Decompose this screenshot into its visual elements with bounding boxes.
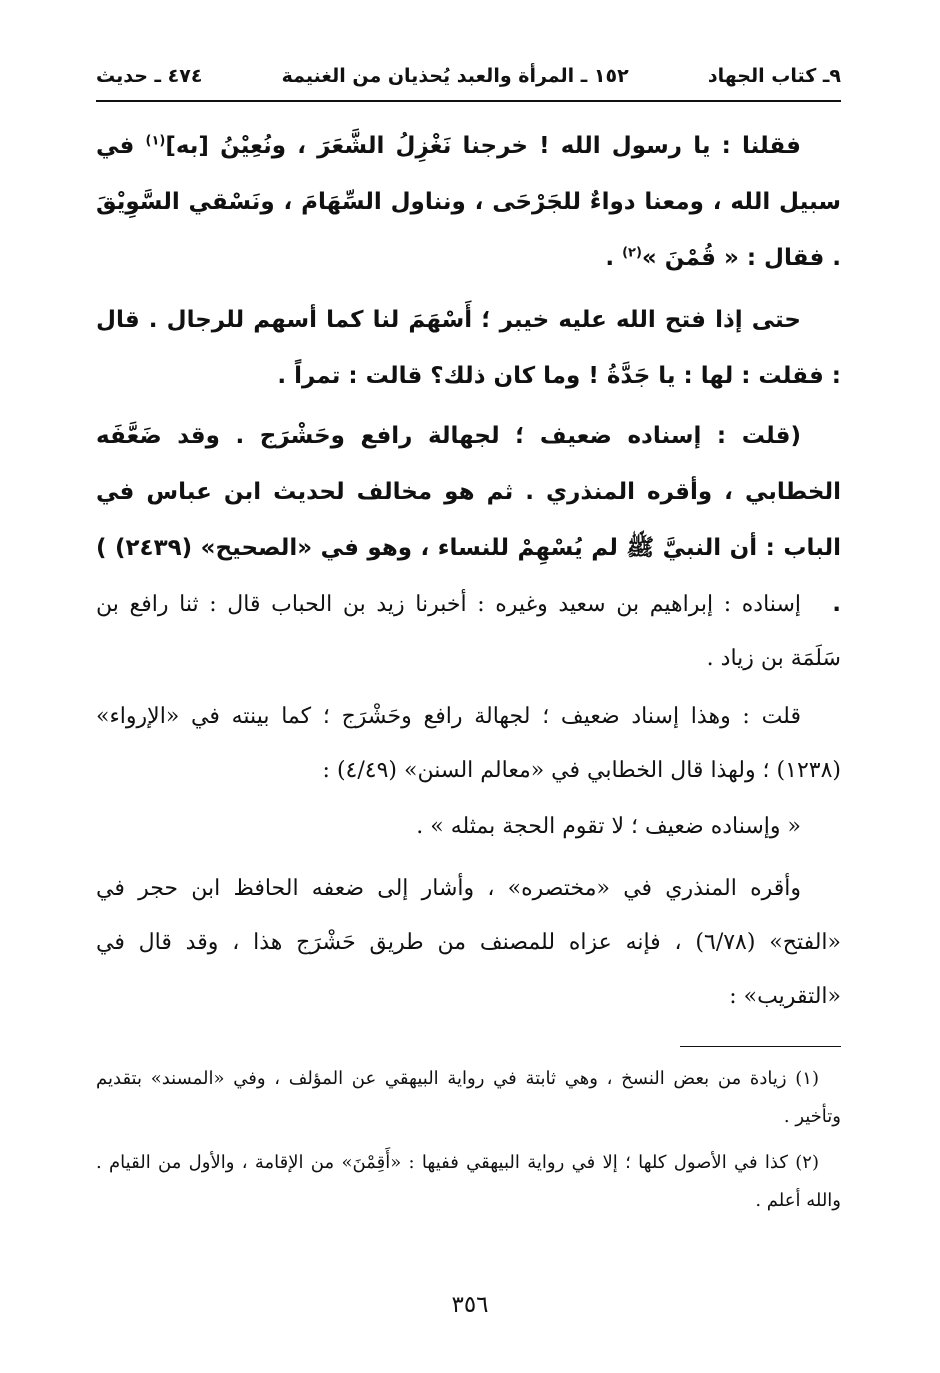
- footnote-divider: [680, 1046, 841, 1047]
- header-hadith-number: ٤٧٤ ـ حديث: [96, 65, 203, 87]
- paragraph-4: [96, 578, 841, 686]
- header-divider: [96, 100, 841, 102]
- paragraph-3-text: (قلت : إسناده ضعيف ؛ لجهالة رافع وحَشْرَج . وقد ضَعَّفَه الخطابي ، وأقره المنذري . ثم هو مخالف لحديث ابن عباس في الباب : أن النبيَّ ﷺ لم يُسْهِمْ للنساء ، وهو في «الصحيح» (٢٤٣٩) ) .: [96, 423, 842, 617]
- paragraph-7: [96, 862, 841, 1024]
- paragraph-1: [96, 118, 841, 286]
- footnote-2: (٢) كذا في الأصول كلها ؛ إلا في رواية البيهقي ففيها : «أَقِمْنَ» من الإقامة ، والأول من القيام . والله أعلم .: [96, 1152, 841, 1211]
- paragraph-5-text: قلت : وهذا إسناد ضعيف ؛ لجهالة رافع وحَشْرَج ؛ كما بينته في «الإرواء» (١٢٣٨) ؛ ولهذا قال الخطابي في «معالم السنن» (٤/٤٩) :: [96, 704, 841, 783]
- page-number: ٣٥٦: [451, 1292, 489, 1318]
- header-section: ١٥٢ ـ المرأة والعبد يُحذيان من الغنيمة: [281, 65, 629, 87]
- paragraph-4-text: إسناده : إبراهيم بن سعيد وغيره : أخبرنا زيد بن الحباب قال : ثنا رافع بن سَلَمَة بن زياد .: [96, 592, 841, 671]
- paragraph-1-text: فقلنا : يا رسول الله ! خرجنا نَغْزِلُ الشَّعَرَ ، ونُعِيْنُ [به]$^{(١)}$ في سبيل الله ، ومعنا دواءٌ للجَرْحَى ، ونناول السِّهَامَ ، ونَسْقي السَّوِيْقَ . فقال : « قُمْنَ »$^{(٢)}$ .: [96, 133, 841, 271]
- footnote-1: (١) زيادة من بعض النسخ ، وهي ثابتة في رواية البيهقي عن المؤلف ، وفي «المسند» بتقديم وتأخير .: [96, 1068, 841, 1127]
- footnotes: [96, 1060, 841, 1228]
- paragraph-6: [96, 800, 841, 854]
- paragraph-2: [96, 292, 841, 404]
- paragraph-7-text: وأقره المنذري في «مختصره» ، وأشار إلى ضعفه الحافظ ابن حجر في «الفتح» (٦/٧٨) ، فإنه عزاه للمصنف من طريق حَشْرَج هذا ، وقد قال في «التقريب» :: [96, 876, 841, 1009]
- footnote-ref-1[interactable]: (١): [145, 133, 166, 149]
- paragraph-5: [96, 690, 841, 798]
- paragraph-6-text: « وإسناده ضعيف ؛ لا تقوم الحجة بمثله » .: [416, 814, 801, 839]
- header-chapter: ٩ـ كتاب الجهاد: [707, 65, 841, 87]
- paragraph-2-text: حتى إذا فتح الله عليه خيبر ؛ أَسْهَمَ لنا كما أسهم للرجال . قال : فقلت : لها : يا جَدَّةُ ! وما كان ذلك؟ قالت : تمراً .: [96, 307, 841, 389]
- running-header: [96, 58, 841, 94]
- footnote-ref-2[interactable]: (٢): [622, 245, 642, 261]
